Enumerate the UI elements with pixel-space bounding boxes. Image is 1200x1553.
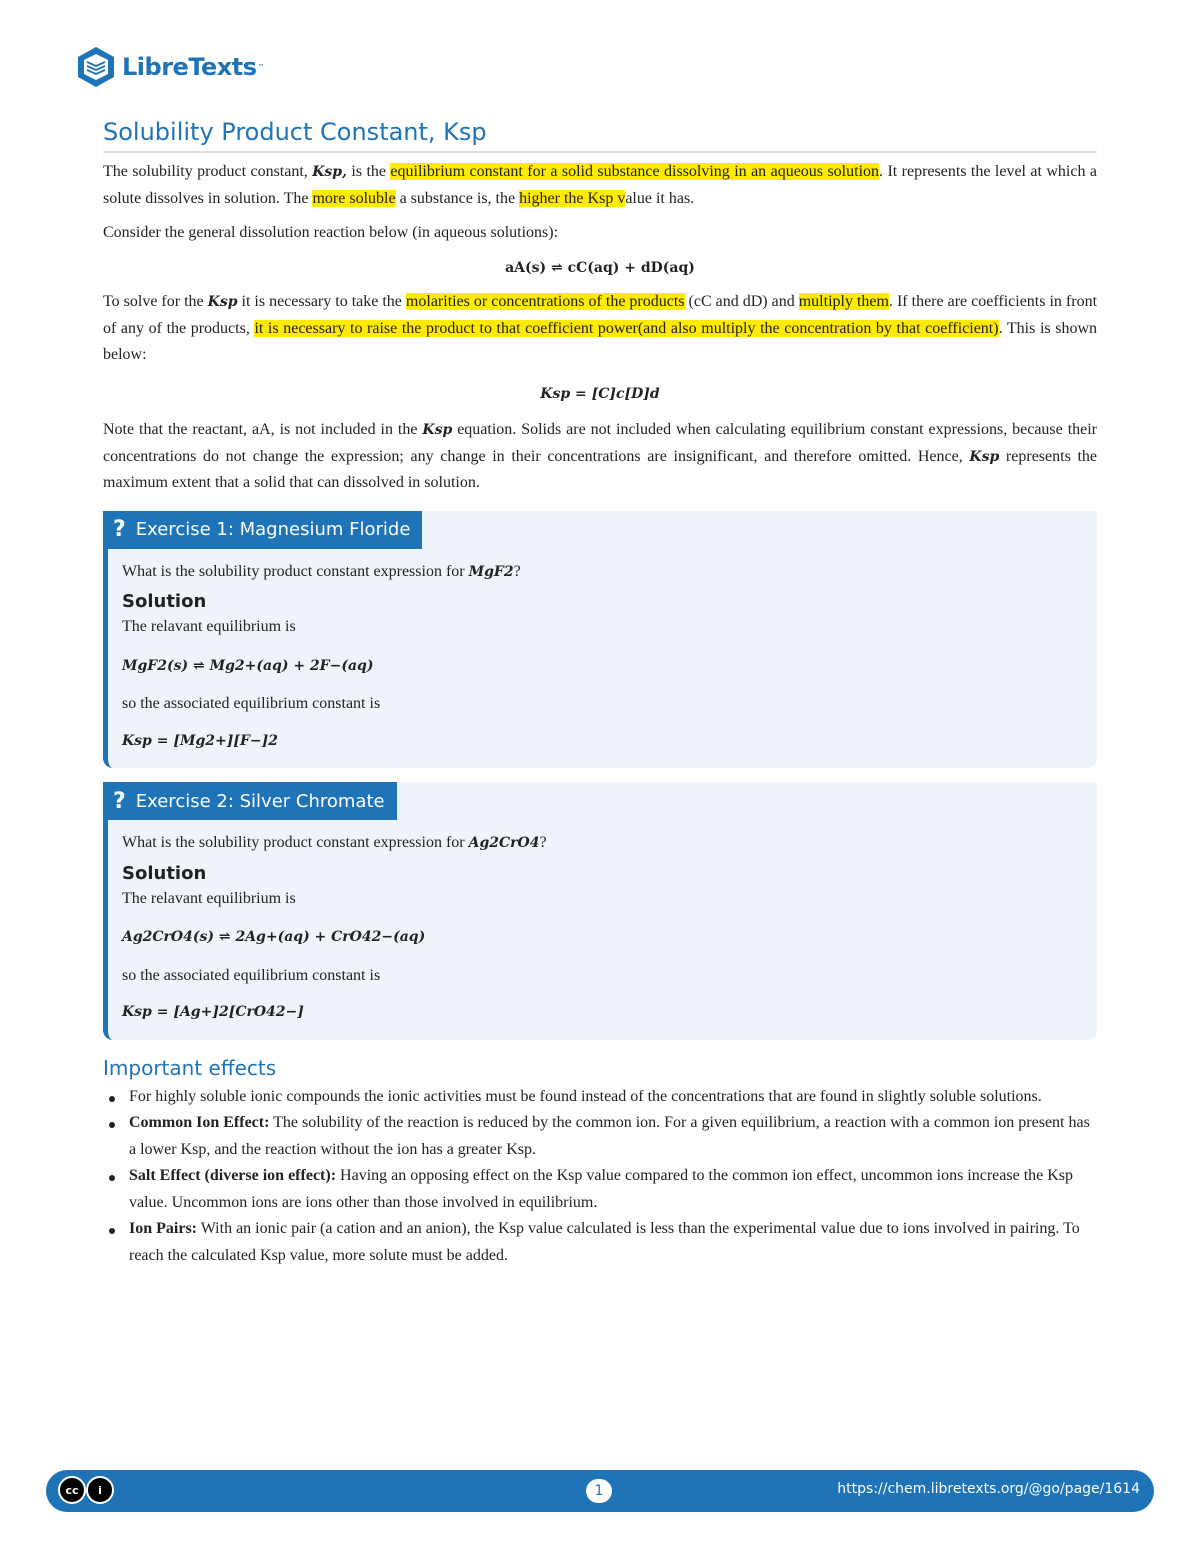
page-title: Solubility Product Constant, Ksp [103,118,1097,153]
highlight-molarities: molarities or concentrations of the products [405,293,685,310]
intro-paragraph-1: The solubility product constant, Ksp, is the equilibrium constant for a solid substance dissolving in an aqueous solution. It represents the level at which a solute dissolves in solution. The more soluble a substance is, the higher the Ksp value it has. [103,163,1098,207]
exercise-2-equation: Ag2CrO4(s) ⇌ 2Ag+(aq) + CrO42−(aq) [122,929,426,945]
question-mark-icon: ? [113,517,126,542]
exercise-1-line-1: The relavant equilibrium is [122,618,296,635]
highlight-equilibrium-constant: equilibrium constant for a solid substance dissolving in an aqueous solution [390,163,880,180]
exercise-2-box [103,782,1097,1040]
list-item: Common Ion Effect: The solubility of the reaction is reduced by the common ion. For a given equilibrium, a reaction with a common ion present has a lower Ksp, and the reaction without the ion has a greater Ksp. [103,1110,1097,1163]
question-mark-icon: ? [113,788,126,814]
ksp-general-equation: Ksp = [C]c[D]d [540,385,660,402]
list-item: Salt Effect (diverse ion effect): Having an opposing effect on the Ksp value compared to the common ion effect, uncommon ions increase the Ksp value. Uncommon ions are ions other than those involved in equilibrium. [103,1163,1097,1216]
exercise-1-solution-heading: Solution [122,591,207,612]
important-effects-heading: Important effects [103,1055,277,1080]
highlight-higher-ksp: higher the Ksp v [519,189,626,207]
exercise-1-box [103,511,1097,769]
page-footer [46,1470,1154,1512]
page-number: 1 [586,1479,612,1503]
highlight-raise-power: it is necessary to raise the product to that coefficient power(and also multiply the concentration by that coefficient) [254,319,999,337]
exercise-2-solution-heading: Solution [122,862,207,884]
creative-commons-icon: cc [58,1476,86,1504]
main-content [103,118,1097,1269]
exercise-1-header[interactable] [103,511,422,549]
libretexts-book-icon [74,45,118,89]
intro-paragraph-3: To solve for the Ksp it is necessary to take the molarities or concentrations of the products (cC and dD) and multiply them. If there are coefficients in front of any of the products, it is necessary to raise the product to that coefficient power(and also multiply the concentration by that coefficient). This is shown below: [103,293,1098,363]
dissolution-equation: aA(s) ⇌ cC(aq) + dD(aq) [505,259,695,276]
list-item: For highly soluble ionic compounds the ionic activities must be found instead of the concentrations that are found in slightly soluble solutions. [103,1084,1097,1111]
exercise-2-header[interactable] [103,782,397,820]
exercise-1-ksp-expression: Ksp = [Mg2+][F−]2 [122,732,278,749]
attribution-icon: i [86,1476,114,1504]
exercise-2-line-1: The relavant equilibrium is [122,889,296,907]
exercise-1-equation: MgF2(s) ⇌ Mg2+(aq) + 2F−(aq) [122,657,374,674]
intro-paragraph-2: Consider the general dissolution reaction below (in aqueous solutions): [103,224,559,241]
intro-paragraph-4: Note that the reactant, aA, is not included in the Ksp equation. Solids are not included when calculating equilibrium constant expressions, because their concentrations do not change the expression; any change in their concentrations are insignificant, and therefore omitted. Hence, Ksp represents the maximum extent that a solid that can dissolved in solution. [103,421,1098,491]
cc-license-badge[interactable] [58,1476,114,1504]
exercise-1-question: What is the solubility product constant expression for MgF2? [122,562,521,580]
libretexts-logo[interactable] [74,40,274,94]
exercise-1-title: Exercise 1: Magnesium Floride [135,519,411,540]
highlight-more-soluble: more soluble [312,189,396,207]
logo-text: LibreTexts [122,53,257,81]
page-url-link[interactable]: https://chem.libretexts.org/@go/page/1614 [837,1481,1140,1497]
exercise-2-ksp-expression: Ksp = [Ag+]2[CrO42−] [122,1004,304,1020]
highlight-multiply-them: multiply them [798,293,889,310]
exercise-2-line-2: so the associated equilibrium constant is [122,966,381,984]
ksp-symbol: Ksp, [312,164,347,180]
exercise-2-title: Exercise 2: Silver Chromate [135,790,385,812]
logo-trademark: ™ [257,63,265,71]
exercise-2-question: What is the solubility product constant expression for Ag2CrO4? [122,834,547,851]
important-effects-list [103,1084,1097,1270]
list-item: Ion Pairs: With an ionic pair (a cation and an anion), the Ksp value calculated is less than the experimental value due to ions involved in pairing. To reach the calculated Ksp value, more solute must be added. [103,1216,1097,1269]
exercise-1-line-2: so the associated equilibrium constant is [122,695,381,712]
